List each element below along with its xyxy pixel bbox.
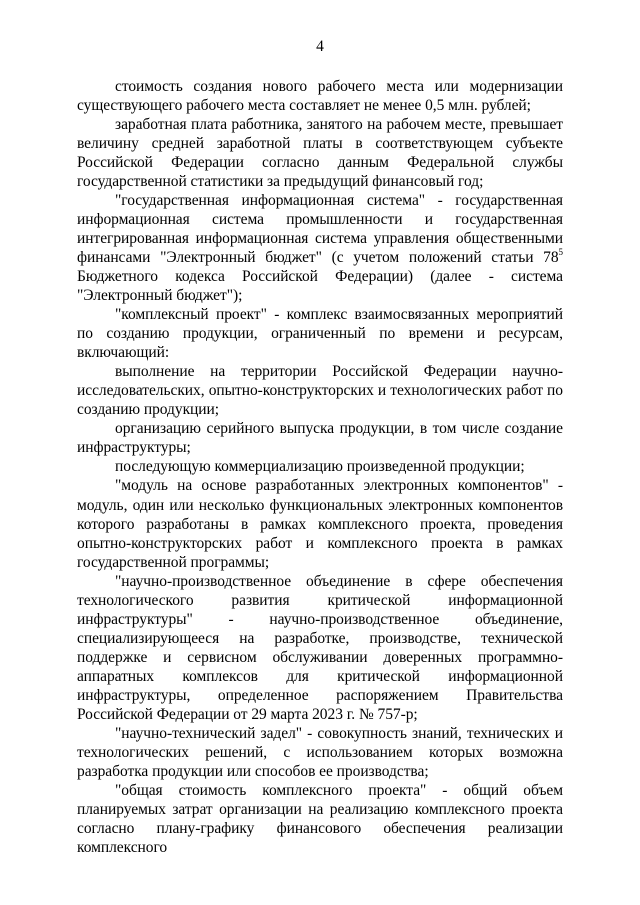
document-body bbox=[77, 77, 563, 858]
paragraph-module-definition: "модуль на основе разработанных электронных компонентов" - модуль, один или несколько функциональных электронных компонентов которого разработаны в рамках комплексного проекта, проведения опытно-конструкторских работ и комплексного проекта в рамках государственной программы; bbox=[77, 477, 563, 571]
gis-text-after: Бюджетного кодекса Российской Федерации) (далее - система "Электронный бюджет"); bbox=[77, 267, 563, 305]
paragraph-complex-project: "комплексный проект" - комплекс взаимосвязанных мероприятий по созданию продукции, ограниченный по времени и ресурсам, включающий: bbox=[77, 306, 563, 362]
paragraph-rnd-works: выполнение на территории Российской Федерации научно-исследовательских, опытно-конструкторских и технологических работ по созданию продукции; bbox=[77, 363, 563, 419]
paragraph-salary: заработная плата работника, занятого на рабочем месте, превышает величину средней заработной платы в соответствующем субъекте Российской Федерации согласно данным Федеральной службы государственной статистики за предыдущий финансовый год; bbox=[77, 115, 563, 190]
gis-text-before: "государственная информационная система" - государственная информационная система промышленности и государственная интегрированная информационная система управления общественными финансами "Электронный бюджет" (с учетом положений статьи 78 bbox=[77, 191, 563, 266]
paragraph-job-cost: стоимость создания нового рабочего места или модернизации существующего рабочего места составляет не менее 0,5 млн. рублей; bbox=[77, 77, 563, 114]
paragraph-npo-definition: "научно-производственное объединение в сфере обеспечения технологического развития критической информационной инфраструктуры" - научно-производственное объединение, специализирующееся на разработке, производстве, технической поддержке и сервисном обслуживании доверенных программно-аппаратных комплексов для критической информационной инфраструктуры, определенное распоряжением Правительства Российской Федерации от 29 марта 2023 г. № 757-р; bbox=[77, 572, 563, 724]
paragraph-scientific-backlog: "научно-технический задел" - совокупность знаний, технических и технологических решений, с использованием которых возможна разработка продукции или способов ее производства; bbox=[77, 725, 563, 781]
page-number: 4 bbox=[316, 38, 324, 55]
paragraph-commercialization: последующую коммерциализацию произведенной продукции; bbox=[115, 458, 525, 476]
paragraph-total-cost: "общая стоимость комплексного проекта" - общий объем планируемых затрат организации на реализацию комплексного проекта согласно плану-графику финансового обеспечения реализации комплексного bbox=[77, 782, 563, 857]
article-superscript: 5 bbox=[558, 246, 563, 257]
paragraph-gis-definition bbox=[77, 191, 563, 305]
paragraph-serial-production: организацию серийного выпуска продукции, в том числе создание инфраструктуры; bbox=[77, 420, 563, 457]
